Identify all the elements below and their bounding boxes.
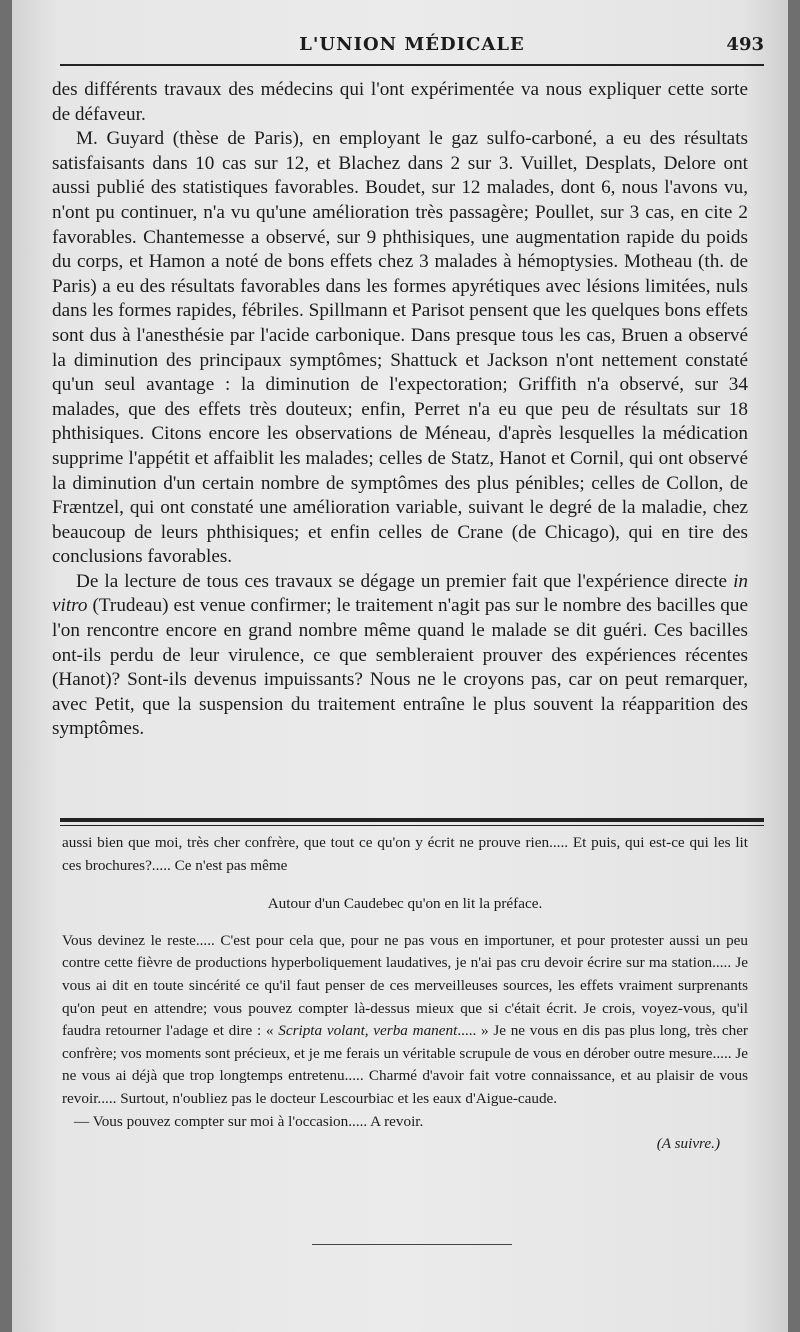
header-rule — [60, 64, 764, 66]
feuilleton-closing: — Vous pouvez compter sur moi à l'occasion..... A revoir. — [74, 1112, 424, 1130]
paragraph-3-italic: in vitro — [52, 570, 748, 617]
latin-adage: Scripta volant, verba manent — [278, 1022, 458, 1040]
feuilleton-paragraph-2-end: ..... » Je ne vous en dis pas plus long, très cher confrère; vos moments sont précieux, et je me ferais un véritable scrupule de vous en dérober outre mesure..... Je ne vous ai déjà que trop longtemps entretenu..... Charmé d'avoir fait votre connaissance, et au plaisir de vous revoir..... Surtout, n'oubliez pas le docteur Lescourbiac et les eaux d'Aigue-caude. — [62, 1022, 748, 1107]
to-be-continued-text: (A suivre.) — [656, 1135, 720, 1153]
scanned-page — [12, 0, 788, 1332]
paragraph-3-end: (Trudeau) est venue confirmer; le traitement n'agit pas sur le nombre des bacilles que l'on rencontre encore en grand nombre même quand le malade se dit guéri. Ces bacilles ont-ils perdu de leur virulence, ce que sembleraient prouver des expériences récentes (Hanot)? Sont-ils devenus impuissants? Nous ne le croyons pas, car on peut remarquer, avec Petit, que la suspension du traitement entraîne le plus souvent la réapparition des symptômes. — [52, 595, 748, 740]
feuilleton-rule — [60, 818, 764, 822]
to-be-continued — [62, 1133, 748, 1156]
feuilleton-rule-thin — [60, 825, 764, 826]
feuilleton-paragraph-1: aussi bien que moi, très cher confrère, que tout ce qu'on y écrit ne prouve rien..... Et puis, qui est-ce qui les lit ces brochures?..... Ce n'est pas même — [62, 834, 748, 874]
journal-title: L'UNION MÉDICALE — [299, 34, 525, 55]
paragraph-3 — [52, 570, 748, 742]
running-header — [60, 34, 764, 58]
paragraph-2: M. Guyard (thèse de Paris), en employant le gaz sulfo-carboné, a eu des résultats satisfaisants dans 10 cas sur 12, et Blachez dans 2 sur 3. Vuillet, Desplats, Delore ont aussi publié des statistiques favorables. Boudet, sur 12 malades, dont 6, nous l'avons vu, n'ont pu continuer, n'a vu qu'une amélioration très passagère; Poullet, sur 3 cas, en cite 2 favorables. Chantemesse a observé, sur 9 phthisiques, une augmentation rapide du poids du corps, et Hamon a noté de bons effets chez 3 malades à hémoptysies. Motheau (th. de Paris) a eu des résultats favorables dans les formes apyrétiques avec lésions limitées, nuls dans les formes rapides, fébriles. Spillmann et Parisot pensent que les quelques bons effets sont dus à l'anesthésie par l'acide carbonique. Dans presque tous les cas, Bruen a observé la diminution des principaux symptômes; Shattuck et Jackson n'ont nettement constaté qu'un seul avantage : la diminution de l'expectoration; Griffith n'a observé, sur 34 malades, que des effets très douteux; enfin, Perret n'a eu que peu de résultats sur 18 phthisiques. Citons encore les observations de Méneau, d'après lesquelles la médication supprime l'appétit et affaiblit les malades; celles de Statz, Hanot et Cornil, qui ont observé la diminution d'un certain nombre de symptômes des plus pénibles; celles de Collon, de Fræntzel, qui ont constaté une amélioration variable, suivant le degré de la maladie, chez beaucoup de leurs phthisiques; et enfin celles de Crane (de Chicago), qui en tire des conclusions favorables. — [52, 128, 748, 568]
article-body — [52, 78, 748, 742]
paragraph-3-start: De la lecture de tous ces travaux se dégage un premier fait que l'expérience directe — [76, 570, 734, 592]
feuilleton-paragraph-2-start: Vous devinez le reste..... C'est pour cela que, pour ne pas vous en importuner, et pour protester aussi un peu contre cette fièvre de productions hyperboliquement laudatives, je n'ai pas cru devoir écrire sur ma station..... Je vous ai dit en toute sincérité ce qu'il faut penser de ces merveilleuses sources, les effets vraiment surprenants qu'on peut en attendre; vous pouvez compter là-dessus mieux que si c'était écrit. Je crois, voyez-vous, qu'il faudra retourner l'adage et dire : « — [62, 931, 748, 1040]
feuilleton-paragraph-2 — [62, 930, 748, 1111]
feuilleton-text — [62, 832, 748, 1156]
paragraph-1: des différents travaux des médecins qui l'ont expérimentée va nous expliquer cette sorte de défaveur. — [52, 79, 748, 125]
page-number: 493 — [726, 34, 764, 55]
end-rule — [312, 1244, 512, 1245]
feuilleton-verse: Autour d'un Caudebec qu'on en lit la préface. — [267, 895, 543, 913]
